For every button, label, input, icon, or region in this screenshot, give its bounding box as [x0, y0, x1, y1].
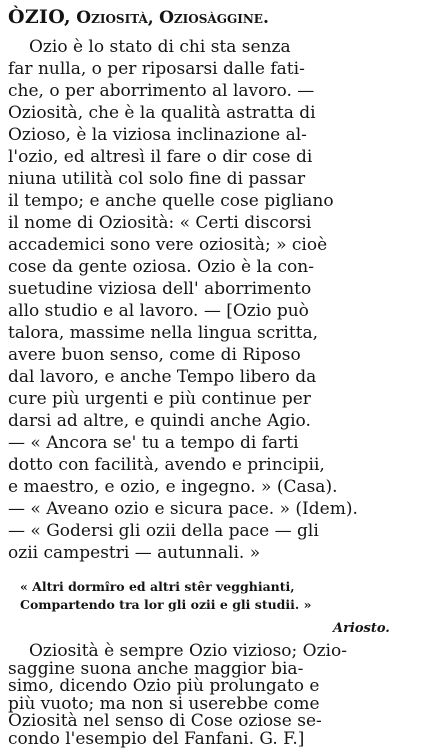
- text-line: Ozio è lo stato di chi sta senza: [29, 37, 291, 57]
- text-line: niuna utilità col solo fine di passar: [8, 169, 306, 189]
- entry-heading: [8, 6, 418, 29]
- text-line: — « Godersi gli ozii della pace — gli: [8, 521, 319, 541]
- text-line: Oziosità nel senso di Cose oziose se-: [8, 711, 322, 732]
- text-line: l'ozio, ed altresì il fare o dir cose di: [8, 147, 313, 167]
- headword-oziosita: Oziosità,: [76, 8, 154, 28]
- text-line: condo l'esempio del Fanfani. G. F.]: [8, 729, 305, 749]
- text-line: ozii campestri — autunnali. »: [8, 543, 261, 563]
- text-line: Oziosità è sempre Ozio vizioso; Ozio-: [29, 641, 347, 661]
- text-line: accademici sono vere oziosità; » cioè: [8, 235, 328, 255]
- quote-line: « Altri dormîro ed altri stêr vegghianti,: [20, 579, 295, 594]
- text-line: il tempo; e anche quelle cose pigliano: [8, 191, 334, 211]
- text-line: Ozioso, è la viziosa inclinazione al-: [8, 125, 307, 145]
- text-line: avere buon senso, come di Riposo: [8, 345, 301, 365]
- text-line: e maestro, e ozio, e ingegno. » (Casa).: [8, 477, 338, 497]
- text-line: che, o per aborrimento al lavoro. —: [8, 81, 315, 101]
- text-line: cose da gente oziosa. Ozio è la con-: [8, 257, 314, 277]
- text-line: far nulla, o per riposarsi dalle fati-: [8, 59, 305, 79]
- text-line: suetudine viziosa dell' aborrimento: [8, 279, 312, 299]
- text-line: talora, massime nella lingua scritta,: [8, 323, 319, 343]
- text-line: saggine suona anche maggior bia-: [8, 658, 304, 679]
- text-line: dal lavoro, e anche Tempo libero da: [8, 367, 317, 387]
- text-line: simo, dicendo Ozio più prolungato e: [8, 676, 320, 697]
- quote-line: Compartendo tra lor gli ozii e gli studii. »: [20, 597, 312, 612]
- text-line: dotto con facilità, avendo e principii,: [8, 455, 325, 475]
- text-line: il nome di Oziosità: « Certi discorsi: [8, 213, 312, 233]
- text-line: cure più urgenti e più continue per: [8, 389, 311, 409]
- text-line: più vuoto; ma non si userebbe come: [8, 693, 320, 714]
- headword-oziosaggine: Oziosàggine.: [159, 8, 269, 28]
- quote-author: Ariosto.: [333, 621, 390, 636]
- text-line: — « Ancora se' tu a tempo di farti: [8, 433, 299, 453]
- text-line: allo studio e al lavoro. — [Ozio può: [8, 301, 309, 321]
- text-line: — « Aveano ozio e sicura pace. » (Idem).: [8, 499, 358, 519]
- headword-ozio: ÒZIO,: [8, 6, 71, 28]
- text-line: darsi ad altre, e quindi anche Agio.: [8, 411, 311, 431]
- text-line: Oziosità, che è la qualità astratta di: [8, 103, 316, 123]
